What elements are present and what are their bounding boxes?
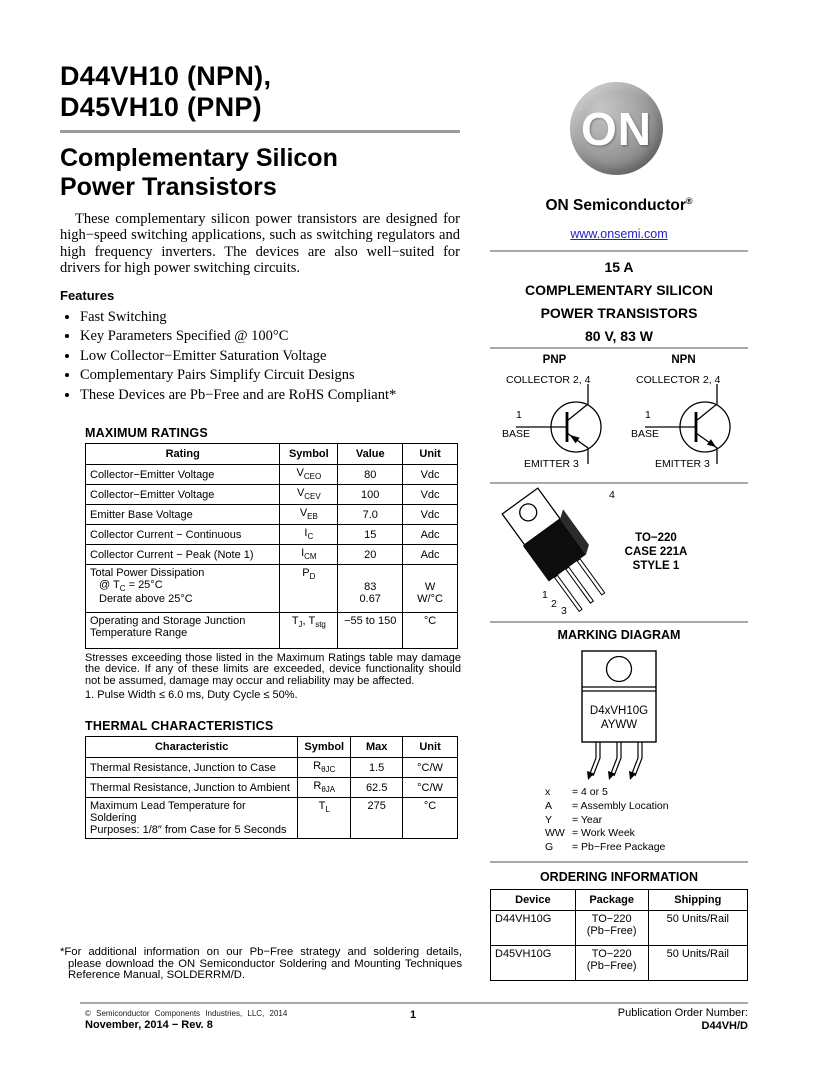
- rating-cell: Collector Current − Continuous: [86, 525, 280, 545]
- feature-item: • Low Collector−Emitter Saturation Voltage: [80, 349, 462, 364]
- table-header-row: [491, 890, 748, 911]
- symbol-cell: $T_L$: [298, 798, 351, 839]
- rating-cell: [86, 613, 280, 649]
- symbol-cell: $T_J$, $T_{stg}$: [280, 613, 338, 649]
- col-header-max: Max: [351, 737, 403, 758]
- characteristic-line: Purposes: 1/8″ from Case for 5 Seconds: [90, 824, 287, 836]
- rating-cell: Collector−Emitter Voltage: [86, 485, 280, 505]
- rating-line: Operating and Storage Junction: [90, 615, 246, 627]
- marking-legend: [545, 786, 669, 855]
- headline-line: 15 A: [604, 259, 634, 275]
- page-number: 1: [410, 1009, 417, 1021]
- legend-term: G: [545, 841, 554, 854]
- col-header-unit: Unit: [403, 444, 458, 465]
- marking-diagram-heading: MARKING DIAGRAM: [557, 628, 681, 642]
- value-cell: 100: [338, 485, 403, 505]
- pnp-label: PNP: [542, 354, 567, 366]
- unit-cell: Adc: [403, 525, 458, 545]
- value-line: 83: [364, 581, 377, 593]
- package-line: (Pb−Free): [586, 960, 637, 972]
- table-row-lead-temperature: [86, 798, 458, 839]
- unit-line: W/°C: [417, 593, 443, 605]
- part-number-line2: D45VH10 (PNP): [60, 92, 262, 122]
- npn-emitter-label: EMITTER 3: [655, 458, 710, 470]
- table-row: [86, 778, 458, 798]
- package-name: TO−220: [635, 532, 677, 544]
- symbol-cell: $V_{CEV}$: [280, 485, 338, 505]
- npn-collector-label: COLLECTOR 2, 4: [636, 374, 721, 386]
- max-ratings-heading: MAXIMUM RATINGS: [85, 426, 208, 440]
- npn-transistor-symbol: [645, 386, 765, 464]
- marking-diagram-drawing: [576, 648, 662, 788]
- thermal-table: [85, 736, 458, 839]
- headline-line: COMPLEMENTARY SILICON: [525, 282, 713, 298]
- legend-term: Y: [545, 813, 553, 826]
- section-divider: [490, 621, 748, 623]
- col-header-shipping: Shipping: [648, 890, 747, 911]
- legend-term: x: [545, 786, 551, 798]
- table-row: [86, 758, 458, 778]
- col-header-value: Value: [338, 444, 403, 465]
- npn-base-label: BASE: [631, 428, 660, 440]
- table-row: [86, 465, 458, 485]
- characteristic-cell: Thermal Resistance, Junction to Case: [86, 758, 298, 778]
- package-name-block: [592, 531, 720, 573]
- characteristic-line: Maximum Lead Temperature for Soldering: [90, 800, 246, 824]
- registered-mark: ®: [685, 196, 693, 206]
- legend-term: A: [545, 799, 553, 812]
- legend-def: = 4 or 5: [572, 786, 608, 798]
- legend-row: [545, 800, 669, 814]
- pnp-transistor-symbol: [516, 386, 636, 464]
- device-cell: D45VH10G: [491, 946, 576, 981]
- to220-pin2-label: 2: [551, 598, 557, 610]
- publication-block: [618, 1007, 748, 1032]
- package-cell: [575, 946, 648, 981]
- rating-line: Derate above 25°C: [99, 593, 193, 606]
- rating-line: Temperature Range: [90, 627, 188, 639]
- symbol-cell: $P_D$: [280, 565, 338, 613]
- col-header-characteristic: Characteristic: [86, 737, 298, 758]
- package-line: TO−220: [591, 913, 632, 925]
- unit-cell: Vdc: [403, 465, 458, 485]
- value-line: 0.67: [359, 593, 381, 605]
- to220-pin1-label: 1: [542, 589, 548, 601]
- rating-cell: Collector Current − Peak (Note 1): [86, 545, 280, 565]
- part-number-title: [60, 61, 271, 123]
- table-row: [86, 545, 458, 565]
- package-cell: [575, 911, 648, 946]
- legend-def: = Work Week: [572, 827, 635, 840]
- brand-name: [490, 196, 748, 215]
- col-header-unit: Unit: [403, 737, 458, 758]
- shipping-cell: 50 Units/Rail: [648, 911, 747, 946]
- document-title-line2: Power Transistors: [60, 173, 277, 201]
- document-title: [60, 144, 338, 202]
- unit-line: W: [424, 581, 436, 593]
- section-divider: [490, 347, 748, 349]
- legend-row: [545, 827, 669, 841]
- value-cell: [338, 565, 403, 613]
- title-divider: [60, 130, 460, 133]
- feature-item: • Key Parameters Specified @ 100°C: [80, 329, 462, 344]
- feature-item: • Fast Switching: [80, 310, 462, 325]
- npn-label: NPN: [671, 354, 696, 366]
- package-style: STYLE 1: [632, 560, 680, 572]
- max-cell: 62.5: [351, 778, 403, 798]
- unit-cell: °C/W: [403, 778, 458, 798]
- date-revision: November, 2014 − Rev. 8: [85, 1019, 213, 1031]
- pnp-emitter-arrow: [570, 435, 580, 444]
- pnp-collector-label: COLLECTOR 2, 4: [506, 374, 591, 386]
- footer-divider: [80, 1002, 748, 1004]
- symbol-cell: $V_{EB}$: [280, 505, 338, 525]
- features-list: [66, 310, 462, 407]
- symbol-cell: $V_{CEO}$: [280, 465, 338, 485]
- brand-text: ON Semiconductor: [545, 197, 686, 215]
- value-cell: 15: [338, 525, 403, 545]
- publication-number: D44VH/D: [701, 1019, 748, 1032]
- npn-emitter-arrow: [707, 439, 716, 447]
- device-cell: D44VH10G: [491, 911, 576, 946]
- pnp-emitter-label: EMITTER 3: [524, 458, 579, 470]
- max-cell: 275: [351, 798, 403, 839]
- col-header-symbol: Symbol: [280, 444, 338, 465]
- table-row: [86, 485, 458, 505]
- legend-row: [545, 841, 669, 855]
- col-header-device: Device: [491, 890, 576, 911]
- table-row: [86, 525, 458, 545]
- value-cell: −55 to 150: [338, 613, 403, 649]
- col-header-rating: Rating: [86, 444, 280, 465]
- rating-cell: [86, 565, 280, 613]
- table-row-temperature-range: [86, 613, 458, 649]
- section-divider: [490, 861, 748, 863]
- website-link-row: [490, 227, 748, 241]
- product-headline: [490, 256, 748, 348]
- onsemi-link[interactable]: www.onsemi.com: [570, 227, 668, 241]
- pnp-base-pin: 1: [516, 409, 522, 421]
- package-line: (Pb−Free): [586, 925, 637, 937]
- part-number-line1: D44VH10 (NPN),: [60, 61, 272, 91]
- on-semiconductor-logo: [570, 82, 663, 175]
- to220-pin3-label: 3: [561, 605, 567, 617]
- table-row: [491, 946, 748, 981]
- unit-cell: [403, 565, 458, 613]
- pbfree-footnote: *For additional information on our Pb−Free strategy and soldering details, please download the ON Semiconductor Soldering and Mounting Techniques Reference Manual, SOLDERRM/D.: [60, 946, 462, 982]
- feature-item: • These Devices are Pb−Free and are RoHS Compliant*: [80, 388, 462, 403]
- max-ratings-table: [85, 443, 458, 649]
- stress-note: Stresses exceeding those listed in the Maximum Ratings table may damage the device. If any of these limits are exceeded, device functionality should not be assumed, damage may occur and reliability may be affected.: [85, 652, 461, 687]
- unit-cell: °C: [403, 613, 458, 649]
- value-cell: 20: [338, 545, 403, 565]
- legend-def: = Assembly Location: [572, 799, 669, 812]
- package-line: TO−220: [591, 948, 632, 960]
- rating-cell: Emitter Base Voltage: [86, 505, 280, 525]
- col-header-package: Package: [575, 890, 648, 911]
- legend-row: [545, 786, 669, 800]
- value-cell: 80: [338, 465, 403, 485]
- intro-paragraph: These complementary silicon power transistors are designed for high−speed switching applications, such as switching regulators and high frequency inverters. The devices are also well−suited for drivers for high power switching circuits.: [60, 211, 460, 276]
- table-row-power-dissipation: [86, 565, 458, 613]
- logo-on-text: ON: [581, 102, 652, 155]
- note-1: 1. Pulse Width ≤ 6.0 ms, Duty Cycle ≤ 50%.: [85, 689, 298, 701]
- characteristic-cell: [86, 798, 298, 839]
- marking-line2: AYWW: [600, 719, 638, 731]
- table-header-row: [86, 737, 458, 758]
- table-row: [86, 505, 458, 525]
- package-case: CASE 221A: [624, 546, 688, 558]
- col-header-symbol: Symbol: [298, 737, 351, 758]
- rating-line: @ $T_C = 25^\circ C$: [99, 579, 163, 594]
- copyright-text: © Semiconductor Components Industries, LLC, 2014: [85, 1009, 288, 1018]
- publication-label: Publication Order Number:: [617, 1007, 748, 1019]
- document-title-line1: Complementary Silicon: [60, 144, 338, 172]
- legend-def: = Year: [572, 813, 603, 826]
- features-heading: Features: [60, 288, 115, 303]
- max-cell: 1.5: [351, 758, 403, 778]
- table-row: [491, 911, 748, 946]
- npn-base-pin: 1: [645, 409, 651, 421]
- marking-leads: [589, 742, 642, 776]
- to220-pin4-label: 4: [609, 489, 615, 501]
- symbol-cell: $R_{\theta JA}$: [298, 778, 351, 798]
- unit-cell: Vdc: [403, 485, 458, 505]
- value-cell: 7.0: [338, 505, 403, 525]
- symbol-cell: $I_{CM}$: [280, 545, 338, 565]
- headline-line: 80 V, 83 W: [585, 328, 653, 344]
- section-divider: [490, 250, 748, 252]
- ordering-table: [490, 889, 748, 981]
- feature-item: • Complementary Pairs Simplify Circuit Designs: [80, 368, 462, 383]
- legend-row: [545, 814, 669, 828]
- section-divider: [490, 482, 748, 484]
- ordering-info-heading: ORDERING INFORMATION: [539, 870, 699, 884]
- unit-cell: °C: [403, 798, 458, 839]
- marking-line1: D4xVH10G: [589, 705, 649, 717]
- legend-def: = Pb−Free Package: [572, 841, 666, 854]
- rating-cell: Collector−Emitter Voltage: [86, 465, 280, 485]
- thermal-heading: THERMAL CHARACTERISTICS: [85, 719, 274, 733]
- rating-line: Total Power Dissipation: [90, 567, 205, 579]
- table-header-row: [86, 444, 458, 465]
- symbol-cell: $R_{\theta JC}$: [298, 758, 351, 778]
- unit-cell: °C/W: [403, 758, 458, 778]
- legend-term: WW: [545, 827, 565, 840]
- unit-cell: Adc: [403, 545, 458, 565]
- pnp-base-label: BASE: [502, 428, 531, 440]
- unit-cell: Vdc: [403, 505, 458, 525]
- characteristic-cell: Thermal Resistance, Junction to Ambient: [86, 778, 298, 798]
- symbol-cell: $I_C$: [280, 525, 338, 545]
- shipping-cell: 50 Units/Rail: [648, 946, 747, 981]
- headline-line: POWER TRANSISTORS: [540, 305, 698, 321]
